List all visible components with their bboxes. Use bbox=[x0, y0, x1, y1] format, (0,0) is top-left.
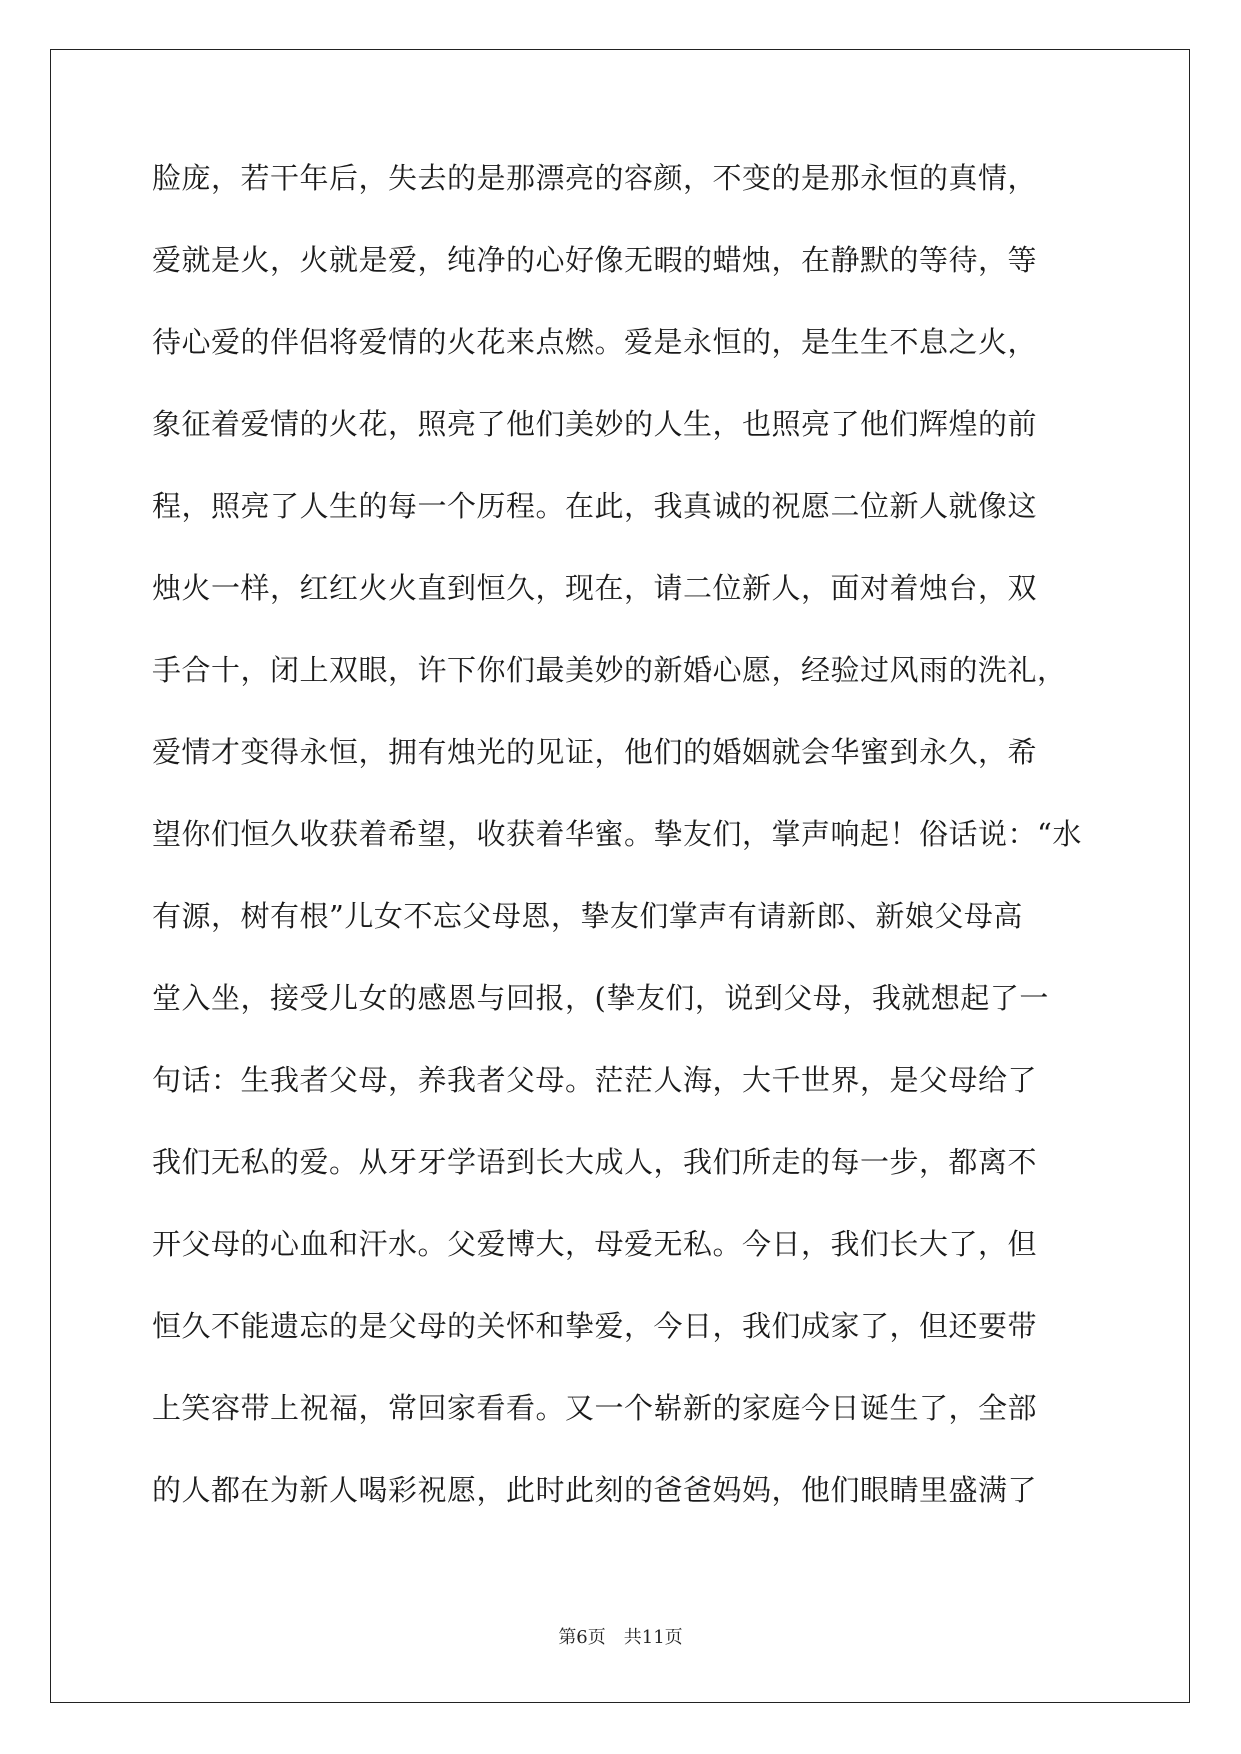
page-total: 共11页 bbox=[623, 1627, 683, 1648]
page-number: 第6页 bbox=[558, 1627, 606, 1648]
document-body bbox=[152, 160, 1092, 1554]
text-line: 望你们恒久收获着希望，收获着华蜜。挚友们，掌声响起！俗话说：“水 bbox=[152, 817, 1082, 851]
text-line: 象征着爱情的火花，照亮了他们美妙的人生，也照亮了他们辉煌的前 bbox=[152, 407, 1038, 441]
text-line: 上笑容带上祝福，常回家看看。又一个崭新的家庭今日诞生了，全部 bbox=[152, 1391, 1038, 1425]
text-line: 的人都在为新人喝彩祝愿，此时此刻的爸爸妈妈，他们眼睛里盛满了 bbox=[152, 1473, 1038, 1507]
text-line: 恒久不能遗忘的是父母的关怀和挚爱，今日，我们成家了，但还要带 bbox=[152, 1309, 1038, 1343]
text-line: 爱就是火，火就是爱，纯净的心好像无暇的蜡烛，在静默的等待，等 bbox=[152, 243, 1038, 277]
text-line: 程，照亮了人生的每一个历程。在此，我真诚的祝愿二位新人就像这 bbox=[152, 489, 1038, 523]
text-line: 脸庞，若干年后，失去的是那漂亮的容颜，不变的是那永恒的真情， bbox=[152, 161, 1038, 195]
text-line: 烛火一样，红红火火直到恒久，现在，请二位新人，面对着烛台，双 bbox=[152, 571, 1038, 605]
text-line: 待心爱的伴侣将爱情的火花来点燃。爱是永恒的，是生生不息之火， bbox=[152, 325, 1038, 359]
text-line: 手合十，闭上双眼，许下你们最美妙的新婚心愿，经验过风雨的洗礼， bbox=[152, 653, 1067, 687]
text-line: 我们无私的爱。从牙牙学语到长大成人，我们所走的每一步，都离不 bbox=[152, 1145, 1038, 1179]
text-line: 句话：生我者父母，养我者父母。茫茫人海，大千世界，是父母给了 bbox=[152, 1063, 1038, 1097]
text-line: 堂入坐，接受儿女的感恩与回报，(挚友们，说到父母，我就想起了一 bbox=[152, 981, 1049, 1015]
page-footer bbox=[0, 1623, 1241, 1649]
text-line: 爱情才变得永恒，拥有烛光的见证，他们的婚姻就会华蜜到永久，希 bbox=[152, 735, 1038, 769]
text-line: 开父母的心血和汗水。父爱博大，母爱无私。今日，我们长大了，但 bbox=[152, 1227, 1038, 1261]
text-line: 有源，树有根”儿女不忘父母恩，挚友们掌声有请新郎、新娘父母高 bbox=[152, 899, 1023, 933]
